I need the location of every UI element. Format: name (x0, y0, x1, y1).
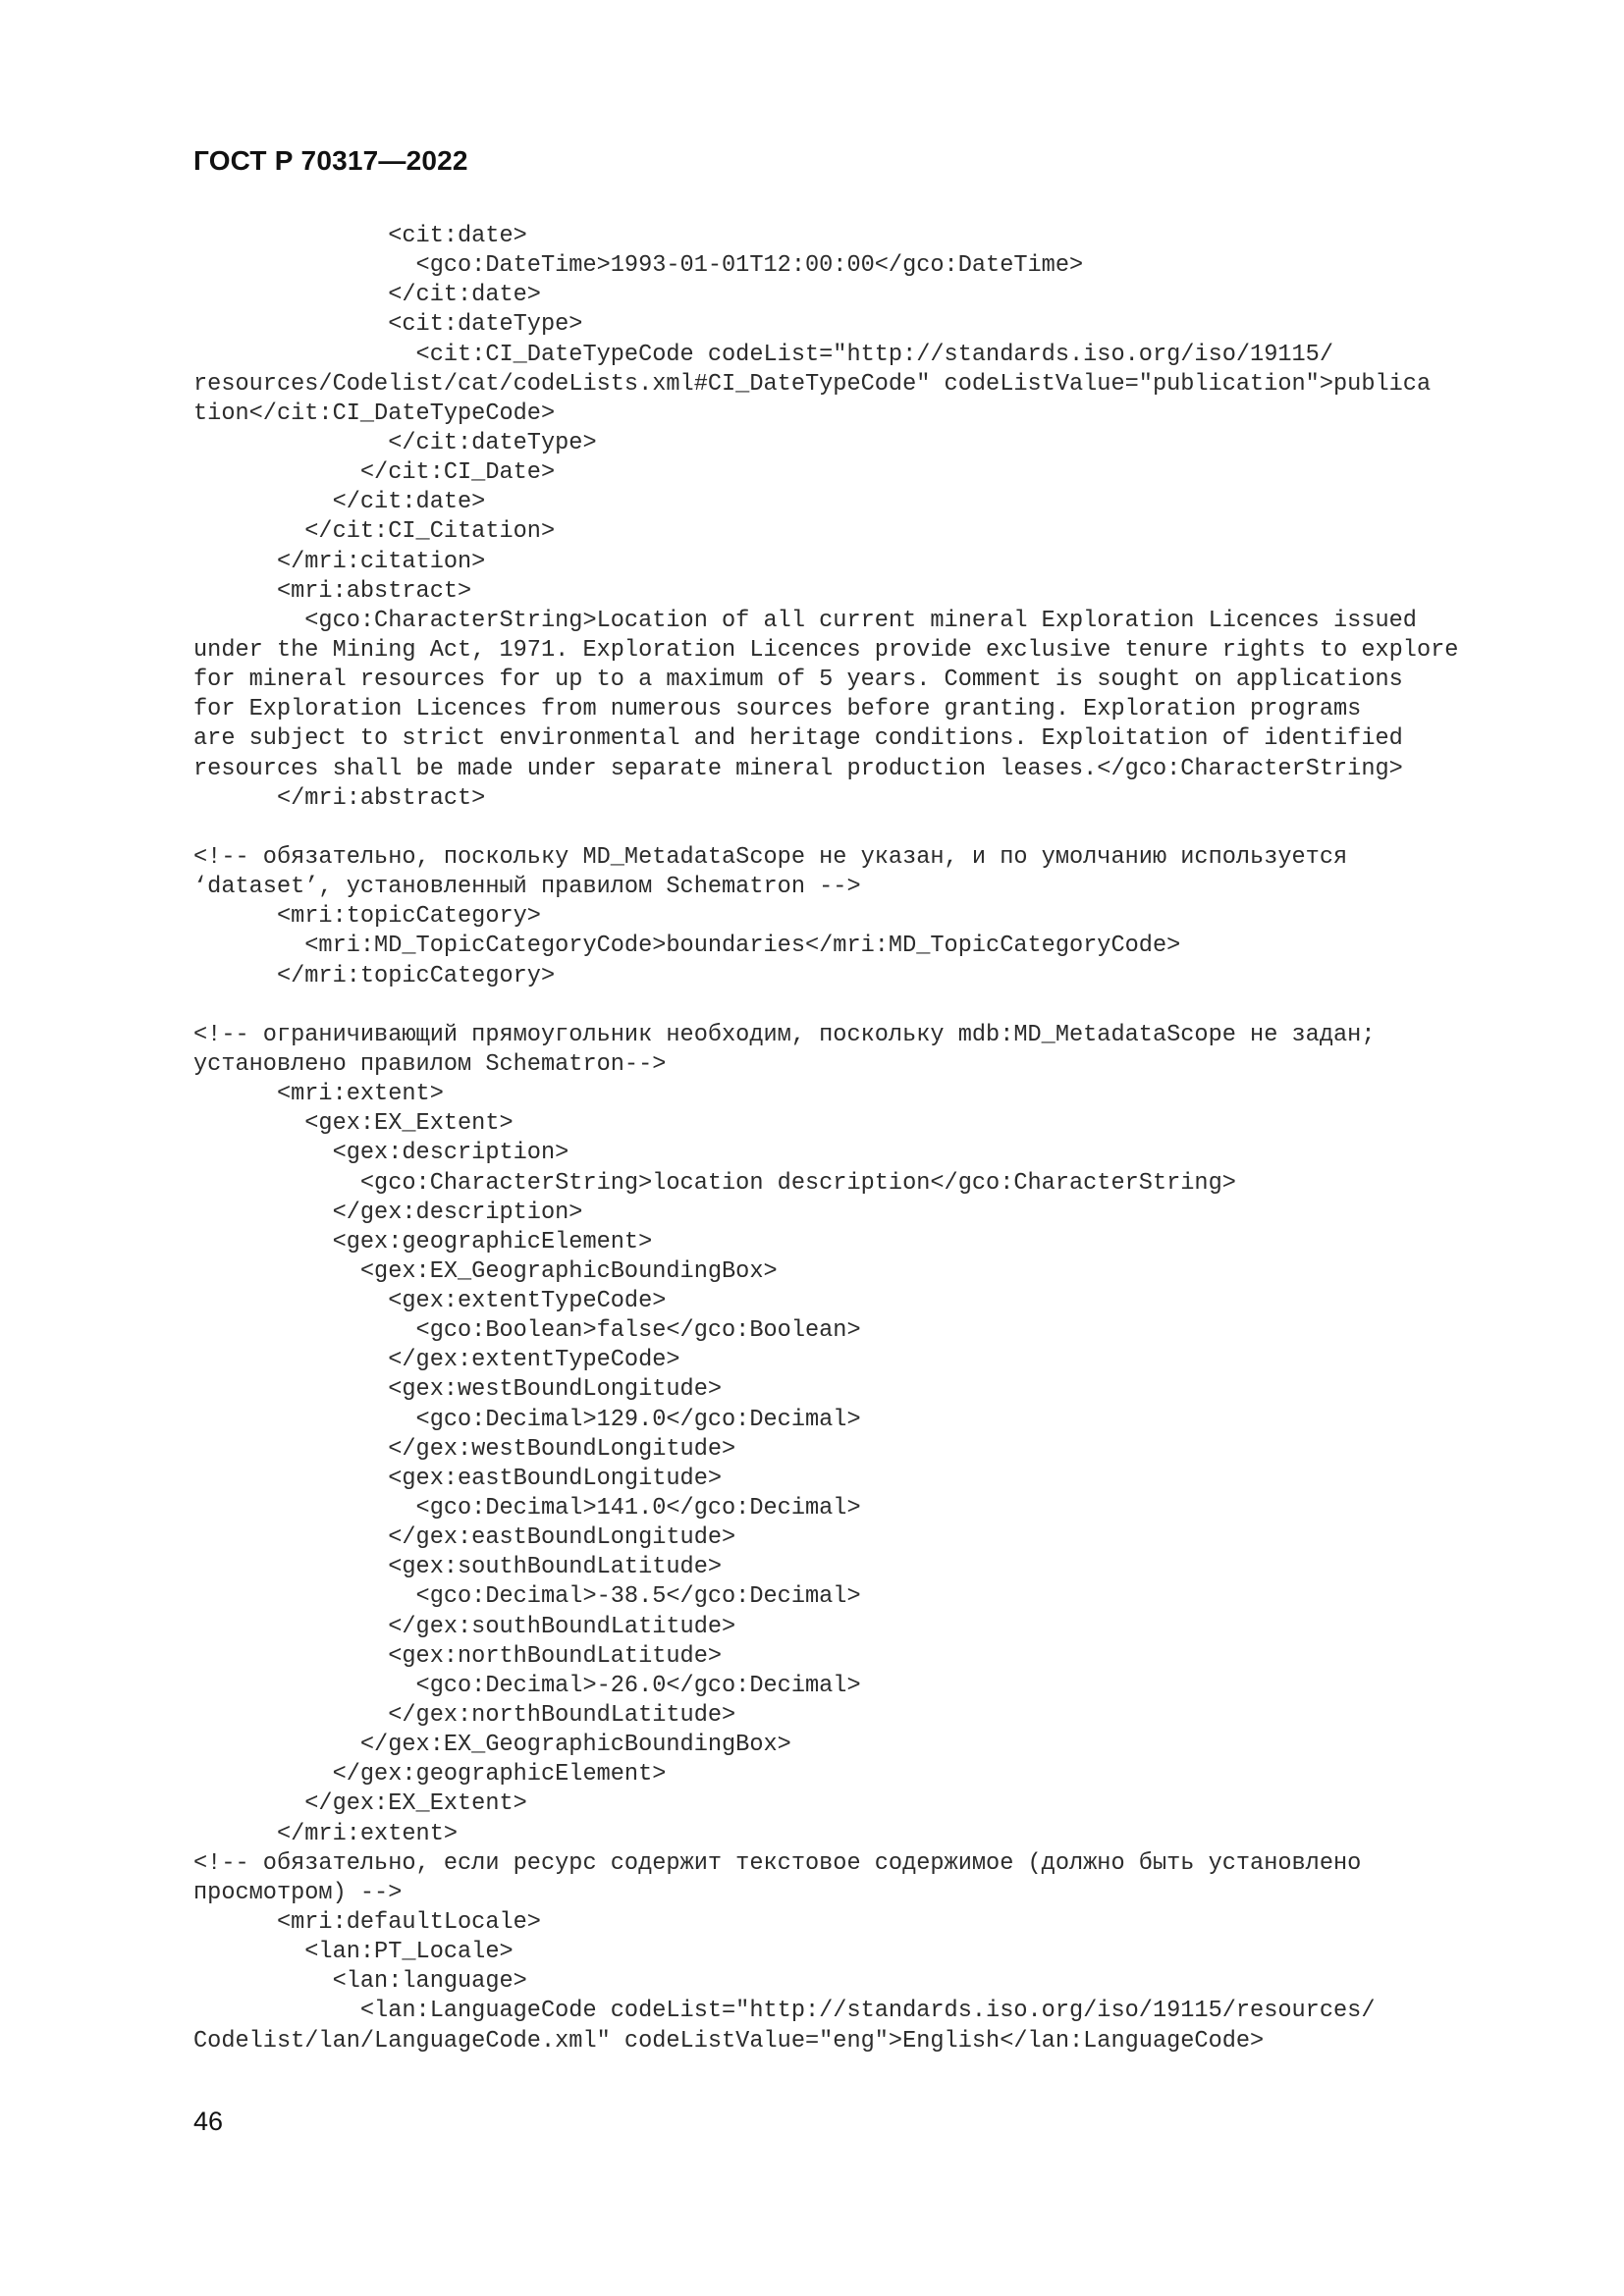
code-line: </gex:westBoundLongitude> (193, 1435, 736, 1463)
code-line: <!-- обязательно, поскольку MD_MetadataScope не указан, и по умолчанию используется (193, 843, 1348, 871)
code-line: <gex:extentTypeCode> (193, 1288, 667, 1315)
code-line: <gco:Decimal>141.0</gco:Decimal> (193, 1495, 861, 1522)
code-line: <gco:Decimal>-38.5</gco:Decimal> (193, 1583, 861, 1611)
code-line (193, 991, 1529, 1021)
code-line: for mineral resources for up to a maximum of 5 years. Comment is sought on applications (193, 667, 1403, 694)
code-line: </gex:southBoundLatitude> (193, 1613, 736, 1640)
code-line: <!-- обязательно, если ресурс содержит текстовое содержимое (должно быть установлено (193, 1849, 1362, 1877)
code-line: <gex:description> (193, 1140, 569, 1167)
code-line: установлено правилом Schematron--> (193, 1050, 667, 1078)
code-line: <mri:defaultLocale> (193, 1909, 541, 1937)
code-line: </cit:CI_Citation> (193, 518, 556, 546)
code-line: </gex:EX_GeographicBoundingBox> (193, 1732, 791, 1759)
code-line: <gex:EX_GeographicBoundingBox> (193, 1257, 778, 1285)
code-line: </gex:extentTypeCode> (193, 1347, 680, 1374)
code-line: </gex:description> (193, 1199, 583, 1226)
code-line: <gex:westBoundLongitude> (193, 1376, 723, 1404)
code-line: <gco:CharacterString>Location of all current mineral Exploration Licences issued (193, 607, 1417, 634)
code-line: </mri:topicCategory> (193, 962, 556, 989)
code-line: </cit:date> (193, 282, 541, 309)
code-line: <gco:DateTime>1993-01-01T12:00:00</gco:DateTime> (193, 252, 1084, 280)
code-line: </cit:dateType> (193, 429, 597, 456)
code-line: ‘dataset’, установленный правилом Schematron --> (193, 874, 861, 901)
code-line: <gco:CharacterString>location description</gco:CharacterString> (193, 1169, 1236, 1197)
code-line: tion</cit:CI_DateTypeCode> (193, 400, 556, 427)
code-line: </mri:citation> (193, 548, 486, 575)
code-line: <lan:language> (193, 1968, 527, 1996)
code-line: Codelist/lan/LanguageCode.xml" codeListValue="eng">English</lan:LanguageCode> (193, 2027, 1265, 2055)
code-line: </cit:CI_Date> (193, 459, 556, 487)
code-line: for Exploration Licences from numerous sources before granting. Exploration programs (193, 696, 1362, 723)
code-line: <lan:PT_Locale> (193, 1939, 514, 1966)
code-line: <gex:southBoundLatitude> (193, 1554, 723, 1581)
code-line: under the Mining Act, 1971. Exploration Licences provide exclusive tenure rights to explore (193, 636, 1459, 664)
code-line: <mri:extent> (193, 1081, 444, 1108)
code-line: resources shall be made under separate mineral production leases.</gco:CharacterString> (193, 755, 1403, 782)
code-line (193, 814, 1529, 843)
code-line: </gex:eastBoundLongitude> (193, 1524, 736, 1552)
page-number: 46 (193, 2107, 224, 2136)
code-line: <cit:date> (193, 223, 527, 249)
code-line: </gex:geographicElement> (193, 1761, 667, 1789)
code-line: <gco:Boolean>false</gco:Boolean> (193, 1317, 861, 1345)
code-line: <gex:EX_Extent> (193, 1110, 514, 1138)
code-line: <mri:MD_TopicCategoryCode>boundaries</mri:MD_TopicCategoryCode> (193, 933, 1181, 960)
code-line: <cit:CI_DateTypeCode codeList="http://standards.iso.org/iso/19115/ (193, 341, 1334, 368)
code-line: are subject to strict environmental and heritage conditions. Exploitation of identified (193, 725, 1403, 753)
code-line: <lan:LanguageCode codeList="http://standards.iso.org/iso/19115/resources/ (193, 1998, 1376, 2025)
code-line: <gco:Decimal>-26.0</gco:Decimal> (193, 1672, 861, 1699)
code-line: </mri:extent> (193, 1820, 459, 1847)
code-line: <gex:geographicElement> (193, 1228, 653, 1255)
document-header: ГОСТ Р 70317—2022 (193, 145, 468, 176)
code-line: <mri:topicCategory> (193, 903, 541, 931)
code-line: <!-- ограничивающий прямоугольник необходим, поскольку mdb:MD_MetadataScope не задан; (193, 1021, 1376, 1048)
code-line: <cit:dateType> (193, 311, 583, 339)
code-line: <mri:abstract> (193, 577, 472, 605)
code-line: </cit:date> (193, 489, 486, 516)
code-line: </gex:northBoundLatitude> (193, 1702, 736, 1730)
code-line: </gex:EX_Extent> (193, 1790, 527, 1818)
code-line: </mri:abstract> (193, 784, 486, 812)
code-line: <gex:northBoundLatitude> (193, 1642, 723, 1670)
code-line: <gex:eastBoundLongitude> (193, 1465, 723, 1492)
code-listing (193, 222, 1529, 2056)
code-line: <gco:Decimal>129.0</gco:Decimal> (193, 1406, 861, 1433)
code-line: resources/Codelist/cat/codeLists.xml#CI_DateTypeCode" codeListValue="publication">publica (193, 370, 1432, 398)
code-line: просмотром) --> (193, 1879, 403, 1906)
